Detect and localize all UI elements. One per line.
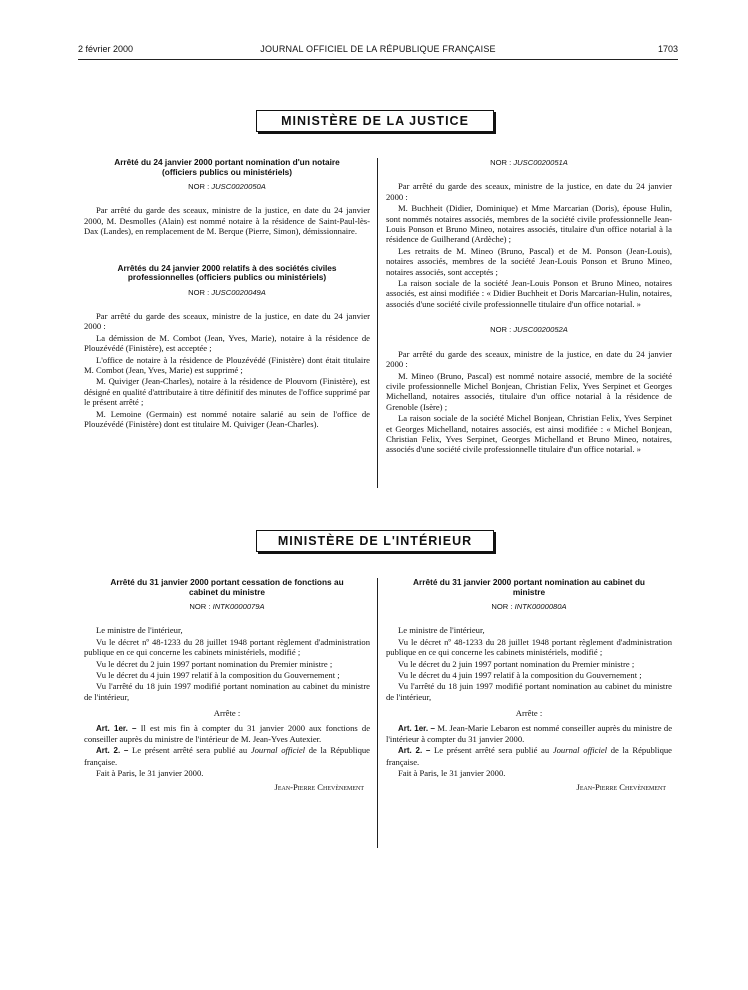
signature: Jean-Pierre Chevènement [576, 781, 666, 792]
paragraph: La raison sociale de la société Michel Bonjean, Christian Felix, Yves Serpinet et Georges Michelland, notaires associés, est ainsi modifiée : « Michel Bonjean, Christian Felix, Yves Serpinet, Georges Michelland et Bruno Mineo, notaires, associés d'une société civile professionnelle titulaire d'un office notarial. » [386, 413, 672, 455]
article-1: Art. 1er. – Il est mis fin à compter du 31 janvier 2000 aux fonctions de conseiller auprès du ministre de l'intérieur de M. Jean-Yves Autexier. [84, 722, 371, 745]
header-rule [78, 59, 678, 60]
arrete-label: Arrête : [213, 708, 241, 719]
interieur-right-column [386, 578, 672, 792]
paragraph: La démission de M. Combot (Jean, Yves, Marie), notaire à la résidence de Plouzévédé (Finistère), est acceptée ; [84, 332, 370, 354]
paragraph: Vu le décret du 2 juin 1997 portant nomination du Premier ministre ; [398, 658, 635, 669]
paragraph: Vu l'arrêté du 18 juin 1997 modifié portant nomination au cabinet du ministre de l'intérieur, [386, 681, 672, 702]
fait-a-paris: Fait à Paris, le 31 janvier 2000. [96, 768, 204, 779]
nor-reference: NOR : JUSC0020051A [490, 158, 568, 167]
paragraph: Vu le décret nº 48-1233 du 28 juillet 1948 portant règlement d'administration publique en ce qui concerne les cabinets ministériels, modifié ; [84, 636, 370, 658]
column-divider [377, 158, 378, 488]
journal-title: JOURNAL OFFICIEL DE LA RÉPUBLIQUE FRANÇAISE [260, 44, 496, 54]
paragraph: Par arrêté du garde des sceaux, ministre de la justice, en date du 24 janvier 2000 : [386, 181, 672, 202]
paragraph: Vu le décret du 2 juin 1997 portant nomination du Premier ministre ; [96, 658, 333, 669]
decree-title: Arrêté du 31 janvier 2000 portant nomination au cabinet du ministre [413, 577, 645, 597]
paragraph: L'office de notaire à la résidence de Plouzévédé (Finistère) dont était titulaire M. Combot (Jean, Yves, Marie) est supprimé ; [84, 354, 370, 376]
nor-reference: NOR : JUSC0020050A [188, 182, 266, 191]
running-header [78, 44, 678, 58]
page-number: 1703 [657, 44, 678, 54]
decree-title: Arrêté du 24 janvier 2000 portant nomination d'un notaire (officiers publics ou ministériels) [114, 157, 340, 177]
paragraph: Les retraits de M. Mineo (Bruno, Pascal) et de M. Ponson (Jean-Louis), notaires associés, membres de la société Jean-Louis Ponson et Bruno Mineo, notaires associés, sont acceptés ; [386, 245, 672, 277]
paragraph: La raison sociale de la société Jean-Louis Ponson et Bruno Mineo, notaires associés, est ainsi modifiée : « Didier Buchheit et Doris Marcarian-Hulin, notaires, associés d'une société civile professionnelle titulaire d'un office notarial. » [386, 278, 672, 309]
nor-reference: NOR : INTK0000080A [491, 602, 567, 611]
interieur-left-column [84, 578, 370, 792]
justice-left-column [84, 158, 370, 431]
paragraph: Le ministre de l'intérieur, [398, 625, 485, 636]
article-2: Art. 2. – Le présent arrêté sera publié au Journal officiel de la République française. [386, 745, 672, 767]
decree-title: Arrêté du 31 janvier 2000 portant cessation de fonctions au cabinet du ministre [110, 577, 344, 597]
article-1: Art. 1er. – M. Jean-Marie Lebaron est nommé conseiller auprès du ministre de l'intérieur à compter du 31 janvier 2000. [386, 722, 673, 745]
paragraph: M. Quiviger (Jean-Charles), notaire à la résidence de Plouvorn (Finistère), est désigné en qualité d'attributaire à titre définitif des minutes de l'office supprimé par le présent arrêté ; [84, 376, 370, 408]
paragraph: Vu le décret du 4 juin 1997 relatif à la composition du Gouvernement ; [96, 670, 340, 681]
paragraph: Vu le décret du 4 juin 1997 relatif à la composition du Gouvernement ; [398, 670, 642, 681]
column-divider [377, 578, 378, 848]
ministry-justice-heading: MINISTÈRE DE LA JUSTICE [256, 110, 494, 132]
paragraph: Par arrêté du garde des sceaux, ministre de la justice, en date du 24 janvier 2000 : [84, 311, 370, 332]
decree-title: Arrêtés du 24 janvier 2000 relatifs à des sociétés civiles professionnelles (officiers publics ou ministériels) [117, 262, 337, 283]
paragraph: Le ministre de l'intérieur, [96, 625, 183, 636]
justice-right-column [386, 158, 672, 456]
nor-reference: NOR : JUSC0020052A [490, 325, 568, 335]
arrete-label: Arrête : [515, 708, 543, 719]
signature: Jean-Pierre Chevènement [274, 781, 364, 792]
paragraph: M. Lemoine (Germain) est nommé notaire salarié au sein de l'office de Plouzévédé (Finistère) dont est titulaire M. Quiviger (Jean-Charles). [84, 408, 370, 430]
paragraph: Par arrêté du garde des sceaux, ministre de la justice, en date du 24 janvier 2000 : [386, 348, 672, 370]
paragraph: M. Mineo (Bruno, Pascal) est nommé notaire associé, membre de la société civile professionnelle Michel Bonjean, Christian Felix, Yves Serpinet et Georges Michelland, notaires associés, titulaire d'un office notarial à la résidence de Grenoble (Isère) ; [386, 370, 672, 412]
paragraph: Vu le décret nº 48-1233 du 28 juillet 1948 portant règlement d'administration publique en ce qui concerne les cabinets ministériels, modifié ; [386, 636, 672, 658]
nor-reference: NOR : INTK0000079A [189, 602, 265, 611]
issue-date: 2 février 2000 [78, 44, 134, 54]
fait-a-paris: Fait à Paris, le 31 janvier 2000. [398, 768, 506, 779]
paragraph: M. Buchheit (Didier, Dominique) et Mme Marcarian (Doris), épouse Hulin, sont nommés notaires associés, membres de la société civile professionnelle Jean-Louis Ponson et Bruno Mineo, notaires associés, titulaire d'un office notarial à la résidence de Guilherand (Ardèche) ; [386, 203, 672, 245]
nor-reference: NOR : JUSC0020049A [188, 287, 266, 297]
ministry-interieur-heading: MINISTÈRE DE L'INTÉRIEUR [256, 530, 494, 552]
paragraph: Vu l'arrêté du 18 juin 1997 modifié portant nomination au cabinet du ministre de l'intérieur, [84, 681, 370, 702]
article-2: Art. 2. – Le présent arrêté sera publié au Journal officiel de la République française. [84, 745, 370, 767]
paragraph: Par arrêté du garde des sceaux, ministre de la justice, en date du 24 janvier 2000, M. Desmolles (Alain) est nommé notaire à la résidence de Saint-Paul-lès-Dax (Landes), en remplacement de M. Berque (Pierre, Simon), démissionnaire. [84, 205, 370, 237]
